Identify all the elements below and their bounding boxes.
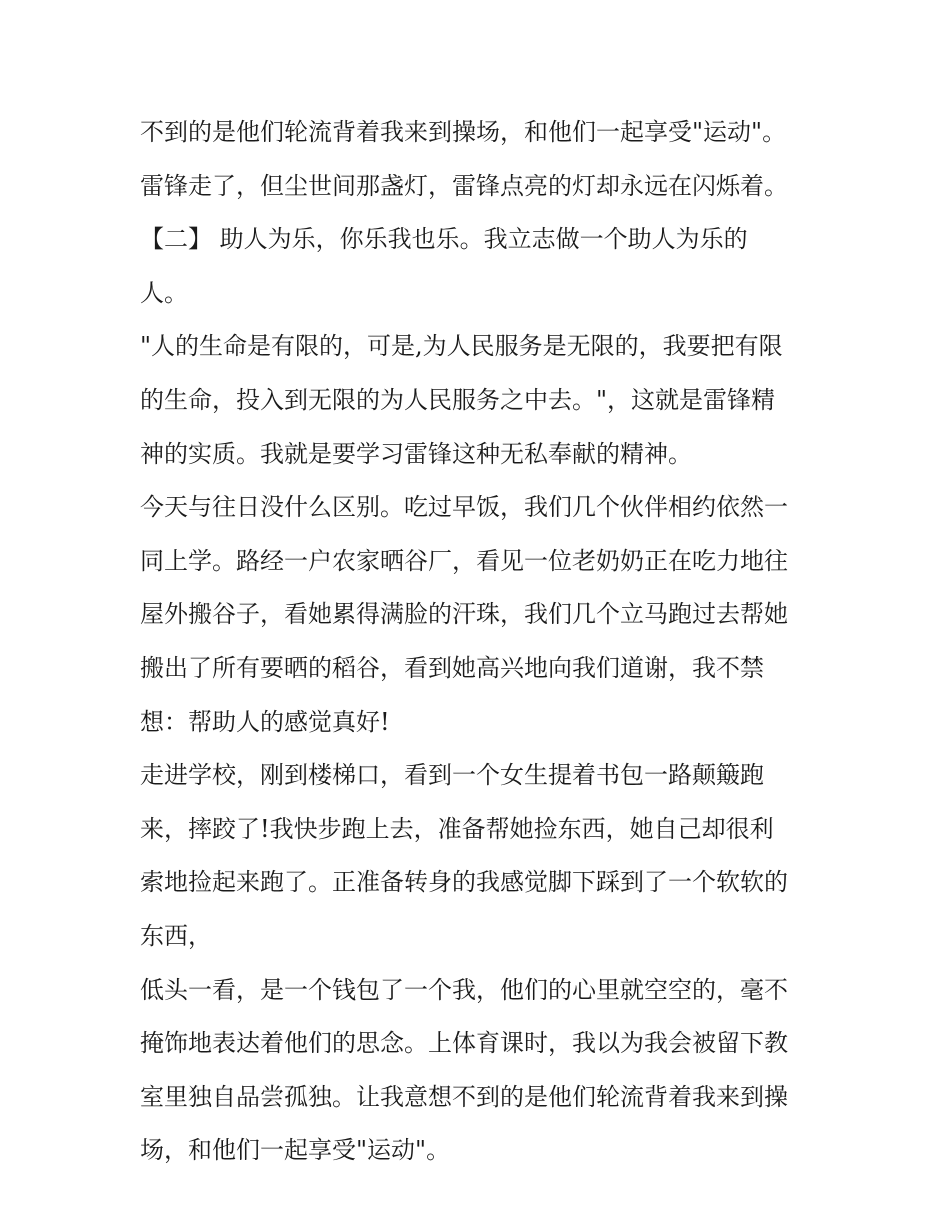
text-line: 搬出了所有要晒的稻谷，看到她高兴地向我们道谢，我不禁 <box>140 653 764 682</box>
text-line: 屋外搬谷子，看她累得满脸的汗珠，我们几个立马跑过去帮她 <box>140 600 788 629</box>
text-line: 想：帮助人的感觉真好! <box>140 707 390 736</box>
text-line: 雷锋走了，但尘世间那盏灯，雷锋点亮的灯却永远在闪烁着。 <box>140 171 788 200</box>
text-line: 来，摔跤了!我快步跑上去，准备帮她捡东西，她自己却很利 <box>140 814 774 843</box>
text-line: 人。 <box>140 278 188 307</box>
text-line: 场，和他们一起享受"运动"。 <box>140 1136 451 1165</box>
text-line: 同上学。路经一户农家晒谷厂，看见一位老奶奶正在吃力地往 <box>140 546 788 575</box>
text-line: 室里独自品尝孤独。让我意想不到的是他们轮流背着我来到操 <box>140 1082 788 1111</box>
text-line: "人的生命是有限的，可是,为人民服务是无限的，我要把有限 <box>140 332 783 361</box>
text-line: 低头一看，是一个钱包了一个我，他们的心里就空空的，毫不 <box>140 975 788 1004</box>
text-line: 掩饰地表达着他们的思念。上体育课时，我以为我会被留下教 <box>140 1029 788 1058</box>
text-line: 走进学校，刚到楼梯口，看到一个女生提着书包一路颠簸跑 <box>140 761 764 790</box>
text-line: 【二】 助人为乐，你乐我也乐。我立志做一个助人为乐的 <box>140 225 748 254</box>
document-body <box>140 106 820 1178</box>
text-line: 索地捡起来跑了。正准备转身的我感觉脚下踩到了一个软软的 <box>140 868 788 897</box>
text-line: 东西， <box>140 921 212 950</box>
text-line: 神的实质。我就是要学习雷锋这种无私奉献的精神。 <box>140 439 692 468</box>
text-line: 今天与往日没什么区别。吃过早饭，我们几个伙伴相约依然一 <box>140 493 788 522</box>
text-line: 的生命，投入到无限的为人民服务之中去。"，这就是雷锋精 <box>140 385 776 414</box>
text-line: 不到的是他们轮流背着我来到操场，和他们一起享受"运动"。 <box>140 118 787 146</box>
